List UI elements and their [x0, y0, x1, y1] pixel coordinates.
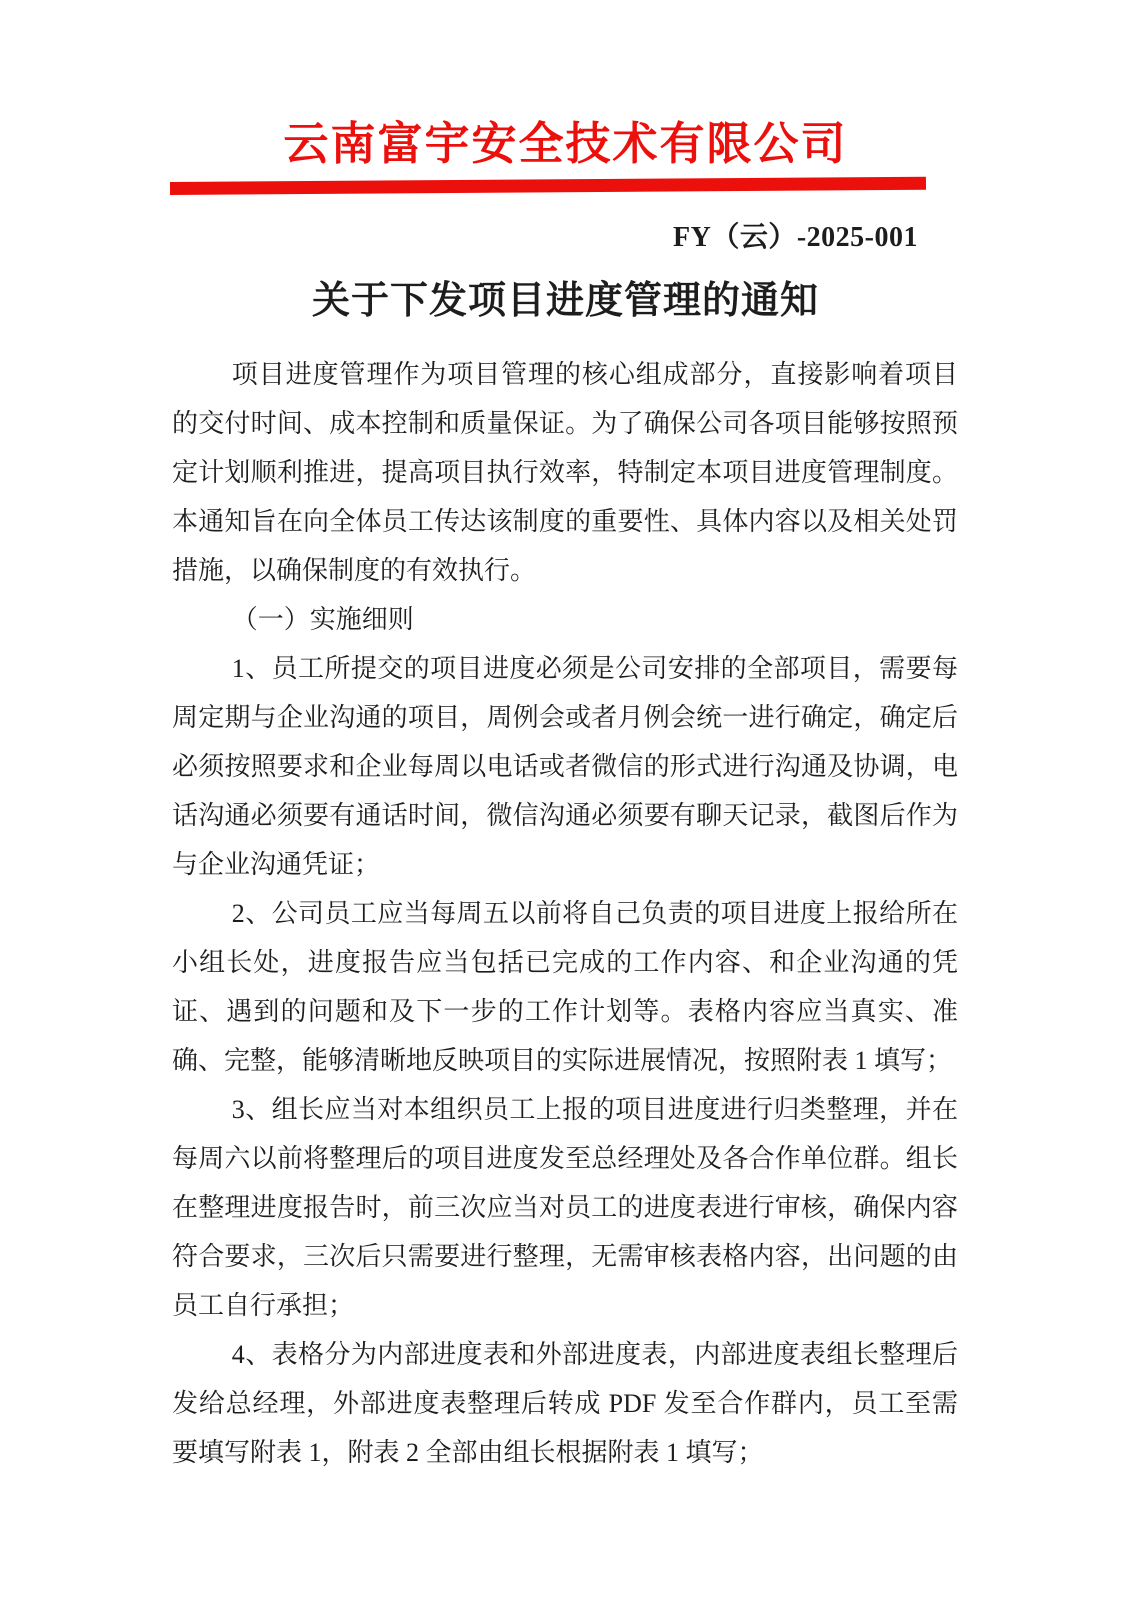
company-name: 云南富宇安全技术有限公司: [283, 119, 848, 169]
item-paragraph-2: 2、公司员工应当每周五以前将自己负责的项目进度上报给所在小组长处，进度报告应当包括已完成的工作内容、和企业沟通的凭证、遇到的问题和及下一步的工作计划等。表格内容应当真实、准确、完整，能够清晰地反映项目的实际进展情况，按照附表 1 填写；: [172, 899, 958, 1076]
item-paragraph-1: 1、员工所提交的项目进度必须是公司安排的全部项目，需要每周定期与企业沟通的项目，周例会或者月例会统一进行确定，确定后必须按照要求和企业每周以电话或者微信的形式进行沟通及协调，电话沟通必须要有通话时间，微信沟通必须要有聊天记录，截图后作为与企业沟通凭证；: [172, 654, 958, 880]
section-heading: （一）实施细则: [231, 605, 414, 635]
item-paragraph-3: 3、组长应当对本组织员工上报的项目进度进行归类整理，并在每周六以前将整理后的项目进度发至总经理处及各合作单位群。组长在整理进度报告时，前三次应当对员工的进度表进行审核，确保内容符合要求，三次后只需要进行整理，无需审核表格内容，出问题的由员工自行承担；: [172, 1095, 958, 1321]
letterhead: [0, 0, 1131, 195]
intro-paragraph: 项目进度管理作为项目管理的核心组成部分，直接影响着项目的交付时间、成本控制和质量保证。为了确保公司各项目能够按照预定计划顺利推进，提高项目执行效率，特制定本项目进度管理制度。本通知旨在向全体员工传达该制度的重要性、具体内容以及相关处罚措施，以确保制度的有效执行。: [172, 360, 958, 586]
red-divider-bar: [170, 177, 926, 195]
doc-number: FY（云）-2025-001: [673, 222, 918, 254]
item-paragraph-4: 4、表格分为内部进度表和外部进度表，内部进度表组长整理后发给总经理，外部进度表整理后转成 PDF 发至合作群内，员工至需要填写附表 1，附表 2 全部由组长根据附表 1 填写；: [172, 1340, 958, 1468]
notice-title: 关于下发项目进度管理的通知: [311, 280, 819, 323]
notice-body: [172, 350, 958, 1477]
